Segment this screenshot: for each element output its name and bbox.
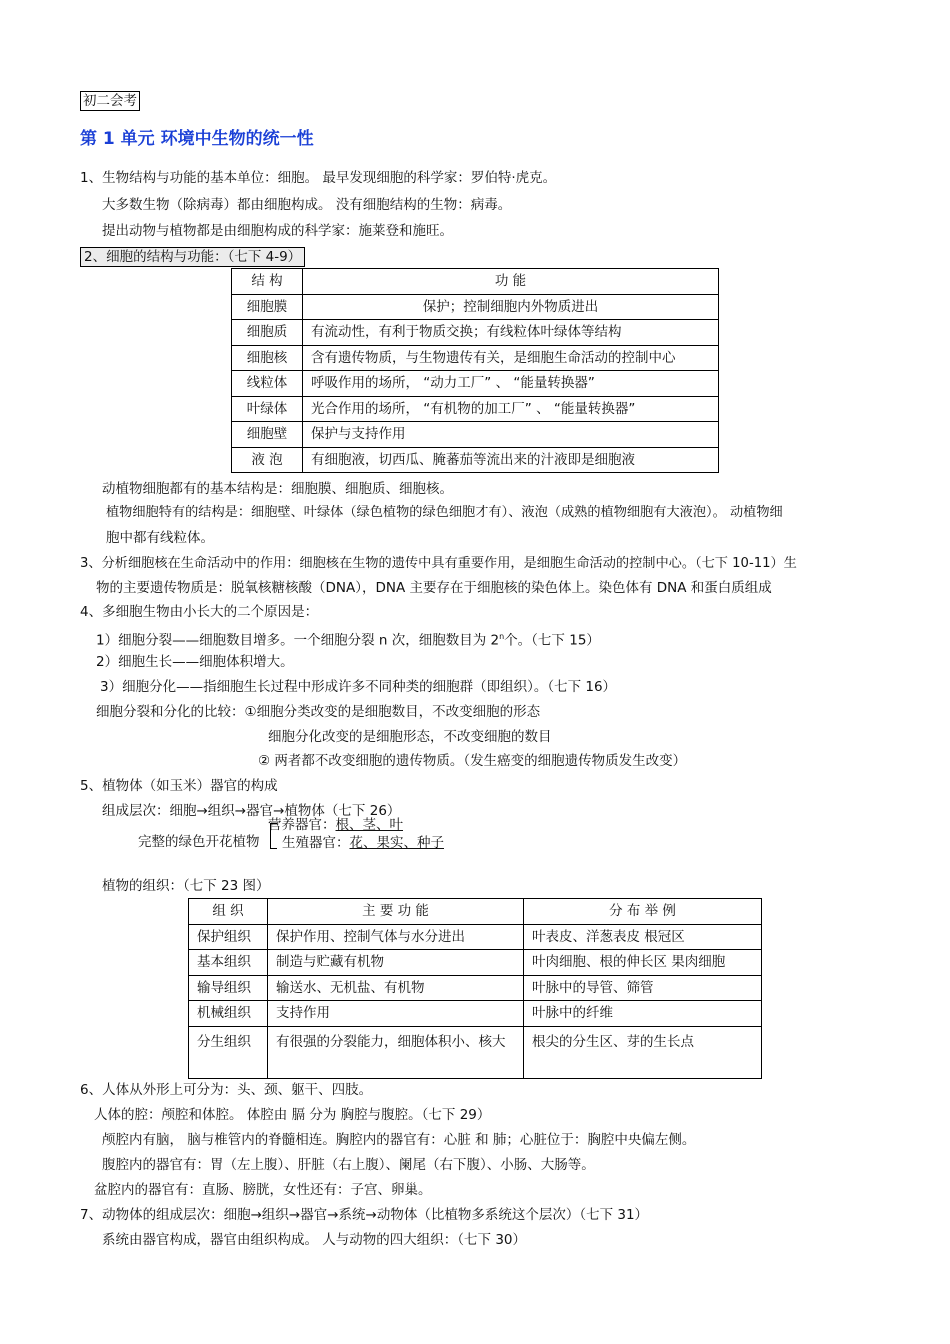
s5-whole-plant-label: 完整的绿色开花植物	[138, 834, 260, 850]
s4-point-1-tail: 个。（七下 15）	[504, 632, 600, 649]
table-row	[232, 294, 719, 320]
s1-line-3: 提出动物与植物都是由细胞构成的科学家：施莱登和施旺。	[102, 223, 453, 239]
s3-line-1: 3、分析细胞核在生命活动中的作用：细胞核在生物的遗传中具有重要作用，是细胞生命活动的控制中心。（七下 10-11）生	[80, 556, 797, 571]
distribution-cell: 叶脉中的纤维	[524, 1001, 762, 1027]
function-cell: 光合作用的场所， “有机物的加工厂” 、 “能量转换器”	[303, 396, 719, 422]
function-cell: 制造与贮藏有机物	[268, 950, 524, 976]
s4-compare-3: ② 两者都不改变细胞的遗传物质。（发生癌变的细胞遗传物质发生改变）	[258, 753, 687, 769]
header-main-function: 主 要 功 能	[268, 899, 524, 925]
table-row	[232, 345, 719, 371]
header-tissue: 组 织	[189, 899, 268, 925]
tissue-cell: 基本组织	[189, 950, 268, 976]
s5-tissue-heading: 植物的组织：（七下 23 图）	[102, 878, 270, 894]
table-row	[232, 371, 719, 397]
s7-line-1: 7、动物体的组成层次：细胞→组织→器官→系统→动物体（比植物多系统这个层次）（七下 31）	[80, 1207, 649, 1223]
structure-cell: 细胞膜	[232, 294, 303, 320]
structure-cell: 细胞壁	[232, 422, 303, 448]
s5-vegetative-organs	[268, 816, 403, 834]
unit-title: 第 1 单元 环境中生物的统一性	[80, 129, 314, 149]
table-row	[232, 447, 719, 473]
function-cell: 有流动性，有利于物质交换；有线粒体叶绿体等结构	[303, 320, 719, 346]
s2-note-2b: 胞中都有线粒体。	[106, 530, 214, 546]
s4-point-1-exponent: n	[499, 632, 505, 641]
structure-cell: 线粒体	[232, 371, 303, 397]
table-row	[232, 320, 719, 346]
tissue-cell: 分生组织	[189, 1026, 268, 1078]
header-tag: 初二会考	[80, 91, 140, 111]
tissue-cell: 机械组织	[189, 1001, 268, 1027]
tissue-cell: 输导组织	[189, 975, 268, 1001]
function-cell: 保护作用、控制气体与水分进出	[268, 924, 524, 950]
organ-brace	[270, 823, 277, 849]
plant-tissue-table	[188, 898, 762, 1079]
function-cell: 有很强的分裂能力，细胞体积小、核大	[268, 1026, 524, 1078]
s5-heading: 5、植物体（如玉米）器官的构成	[80, 778, 278, 794]
s6-line-2: 人体的腔：颅腔和体腔。 体腔由 膈 分为 胸腔与腹腔。（七下 29）	[94, 1107, 491, 1123]
s4-heading: 4、多细胞生物由小长大的二个原因是：	[80, 604, 319, 620]
s1-line-2: 大多数生物（除病毒）都由细胞构成。 没有细胞结构的生物：病毒。	[102, 197, 512, 213]
table-row	[189, 1001, 762, 1027]
function-cell: 有细胞液，切西瓜、腌蕃茄等流出来的汁液即是细胞液	[303, 447, 719, 473]
table-row	[189, 1026, 762, 1078]
s4-point-3: 3）细胞分化——指细胞生长过程中形成许多不同种类的细胞群（即组织）。（七下 16）	[100, 679, 617, 695]
header-distribution: 分 布 举 例	[524, 899, 762, 925]
s6-line-1: 6、人体从外形上可分为：头、颈、躯干、四肢。	[80, 1082, 373, 1098]
function-cell: 呼吸作用的场所， “动力工厂” 、 “能量转换器”	[303, 371, 719, 397]
table-row	[189, 975, 762, 1001]
s7-line-2: 系统由器官构成，器官由组织构成。 人与动物的四大组织：（七下 30）	[102, 1232, 527, 1248]
table-row	[189, 950, 762, 976]
function-cell: 含有遗传物质，与生物遗传有关，是细胞生命活动的控制中心	[303, 345, 719, 371]
table-header-row	[189, 899, 762, 925]
header-structure: 结 构	[232, 269, 303, 295]
function-cell: 输送水、无机盐、有机物	[268, 975, 524, 1001]
s6-line-4: 腹腔内的器官有：胃（左上腹）、肝脏（右上腹）、阑尾（右下腹）、小肠、大肠等。	[102, 1157, 595, 1173]
s4-point-1	[96, 628, 600, 650]
s5-levels: 组成层次：细胞→组织→器官→植物体（七下 26）	[102, 803, 401, 819]
table-row	[232, 396, 719, 422]
s3-line-2: 物的主要遗传物质是：脱氧核糖核酸（DNA），DNA 主要存在于细胞核的染色体上。染色体有 DNA 和蛋白质组成	[96, 580, 772, 596]
distribution-cell: 叶肉细胞、根的伸长区 果肉细胞	[524, 950, 762, 976]
header-function: 功 能	[303, 269, 719, 295]
s2-heading: 2、细胞的结构与功能：（七下 4-9）	[80, 247, 305, 267]
s5-reproductive-organs	[282, 834, 444, 852]
s4-point-2: 2）细胞生长——细胞体积增大。	[96, 654, 294, 670]
s4-point-1-text: 1）细胞分裂——细胞数目增多。一个细胞分裂 n 次，细胞数目为 2	[96, 632, 500, 649]
table-row	[232, 422, 719, 448]
vegetative-value: 根、茎、叶	[335, 817, 403, 833]
s1-line-1: 1、生物结构与功能的基本单位：细胞。 最早发现细胞的科学家：罗伯特·虎克。	[80, 170, 557, 186]
reproductive-value: 花、果实、种子	[349, 835, 444, 851]
cell-structure-table	[231, 268, 719, 473]
function-cell: 保护与支持作用	[303, 422, 719, 448]
s6-line-5: 盆腔内的器官有：直肠、膀胱，女性还有：子宫、卵巢。	[94, 1182, 432, 1198]
vegetative-label: 营养器官：	[268, 817, 336, 833]
function-cell: 支持作用	[268, 1001, 524, 1027]
distribution-cell: 根尖的分生区、芽的生长点	[524, 1026, 762, 1078]
s2-note-2a: 植物细胞特有的结构是：细胞壁、叶绿体（绿色植物的绿色细胞才有）、液泡（成熟的植物细胞有大液泡）。 动植物细	[106, 505, 783, 520]
tissue-cell: 保护组织	[189, 924, 268, 950]
structure-cell: 细胞核	[232, 345, 303, 371]
structure-cell: 液 泡	[232, 447, 303, 473]
s4-compare-2: 细胞分化改变的是细胞形态，不改变细胞的数目	[268, 729, 552, 745]
structure-cell: 叶绿体	[232, 396, 303, 422]
s4-compare-1: 细胞分裂和分化的比较：①细胞分类改变的是细胞数目，不改变细胞的形态	[96, 704, 541, 720]
table-row	[189, 924, 762, 950]
reproductive-label: 生殖器官：	[282, 835, 350, 851]
function-cell: 保护；控制细胞内外物质进出	[303, 294, 719, 320]
distribution-cell: 叶表皮、洋葱表皮 根冠区	[524, 924, 762, 950]
table-header-row	[232, 269, 719, 295]
structure-cell: 细胞质	[232, 320, 303, 346]
s2-note-1: 动植物细胞都有的基本结构是：细胞膜、细胞质、细胞核。	[102, 481, 453, 497]
distribution-cell: 叶脉中的导管、筛管	[524, 975, 762, 1001]
s6-line-3: 颅腔内有脑， 脑与椎管内的脊髓相连。胸腔内的器官有：心脏 和 肺；心脏位于：胸腔中央偏左侧。	[102, 1132, 696, 1148]
